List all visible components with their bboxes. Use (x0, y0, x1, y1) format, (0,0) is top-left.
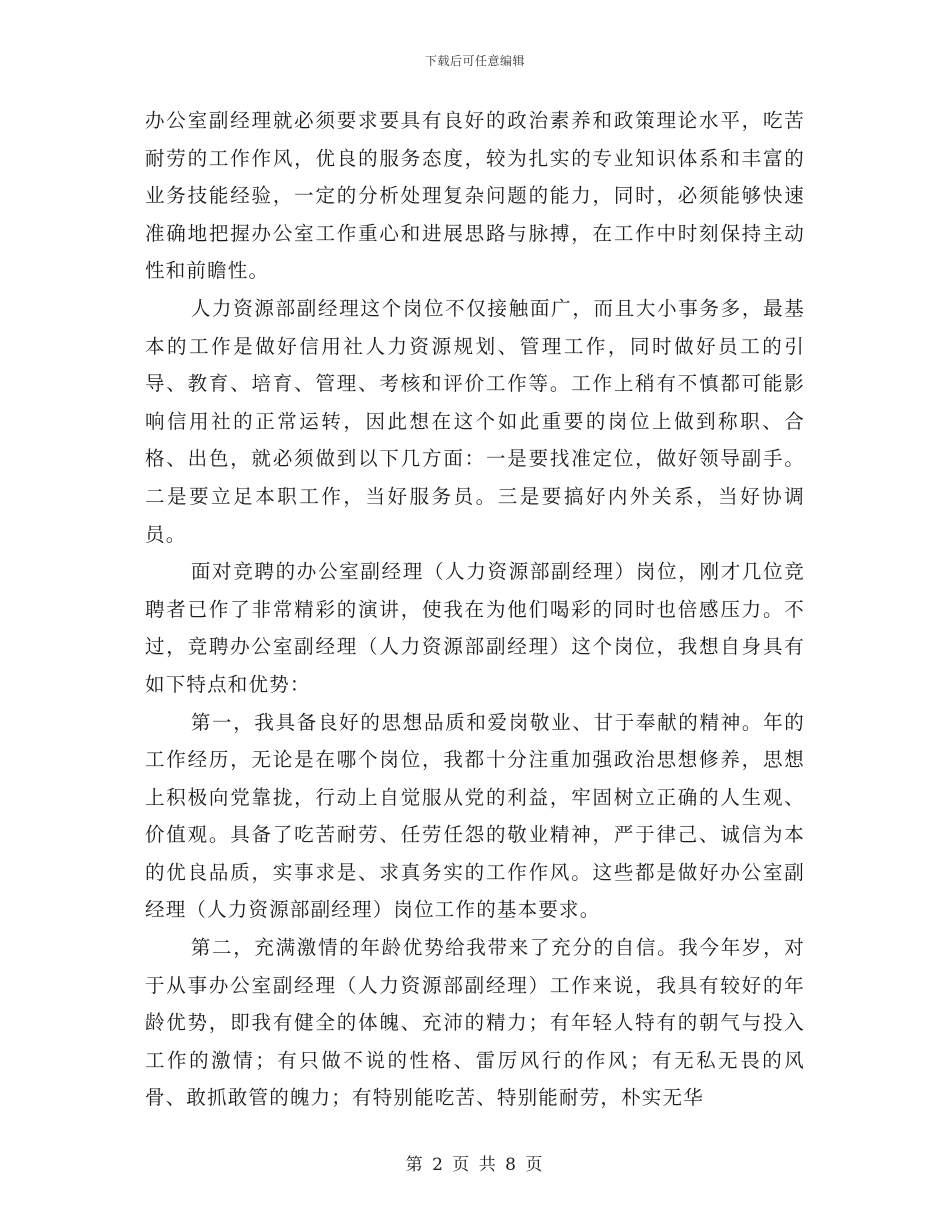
paragraph-1: 办公室副经理就必须要求要具有良好的政治素养和政策理论水平，吃苦耐劳的工作作风，优良的服务态度，较为扎实的专业知识体系和丰富的业务技能经验，一定的分析处理复杂问题的能力，同时，必须能够快速准确地把握办公室工作重心和进展思路与脉搏，在工作中时刻保持主动性和前瞻性。 (145, 109, 805, 283)
document-body (145, 102, 805, 1117)
paragraph-3: 面对竞聘的办公室副经理（人力资源部副经理）岗位，刚才几位竞聘者已作了非常精彩的演讲，使我在为他们喝彩的同时也倍感压力。不过，竞聘办公室副经理（人力资源部副经理）这个岗位，我想自身具有如下特点和优势： (145, 560, 805, 696)
paragraph-5: 第二，充满激情的年龄优势给我带来了充分的自信。我今年岁，对于从事办公室副经理（人力资源部副经理）工作来说，我具有较好的年龄优势，即我有健全的体魄、充沛的精力；有年轻人特有的朝气与投入工作的激情；有只做不说的性格、雷厉风行的作风；有无私无畏的风骨、敢抓敢管的魄力；有特别能吃苦、特别能耐劳，朴实无华 (145, 936, 805, 1110)
paragraph-2: 人力资源部副经理这个岗位不仅接触面广，而且大小事务多，最基本的工作是做好信用社人力资源规划、管理工作，同时做好员工的引导、教育、培育、管理、考核和评价工作等。工作上稍有不慎都可能影响信用社的正常运转，因此想在这个如此重要的岗位上做到称职、合格、出色，就必须做到以下几方面：一是要找准定位，做好领导副手。二是要立足本职工作，当好服务员。三是要搞好内外关系，当好协调员。 (145, 296, 805, 546)
page-header-note: 下载后可任意编辑 (424, 54, 525, 68)
paragraph-4: 第一，我具备良好的思想品质和爱岗敬业、甘于奉献的精神。年的工作经历，无论是在哪个岗位，我都十分注重加强政治思想修养，思想上积极向党靠拢，行动上自觉服从党的利益，牢固树立正确的人生观、价值观。具备了吃苦耐劳、任劳任怨的敬业精神，严于律己、诚信为本的优良品质，实事求是、求真务实的工作作风。这些都是做好办公室副经理（人力资源部副经理）岗位工作的基本要求。 (145, 710, 805, 922)
page-number: 第 2 页 共 8 页 (405, 1155, 545, 1175)
